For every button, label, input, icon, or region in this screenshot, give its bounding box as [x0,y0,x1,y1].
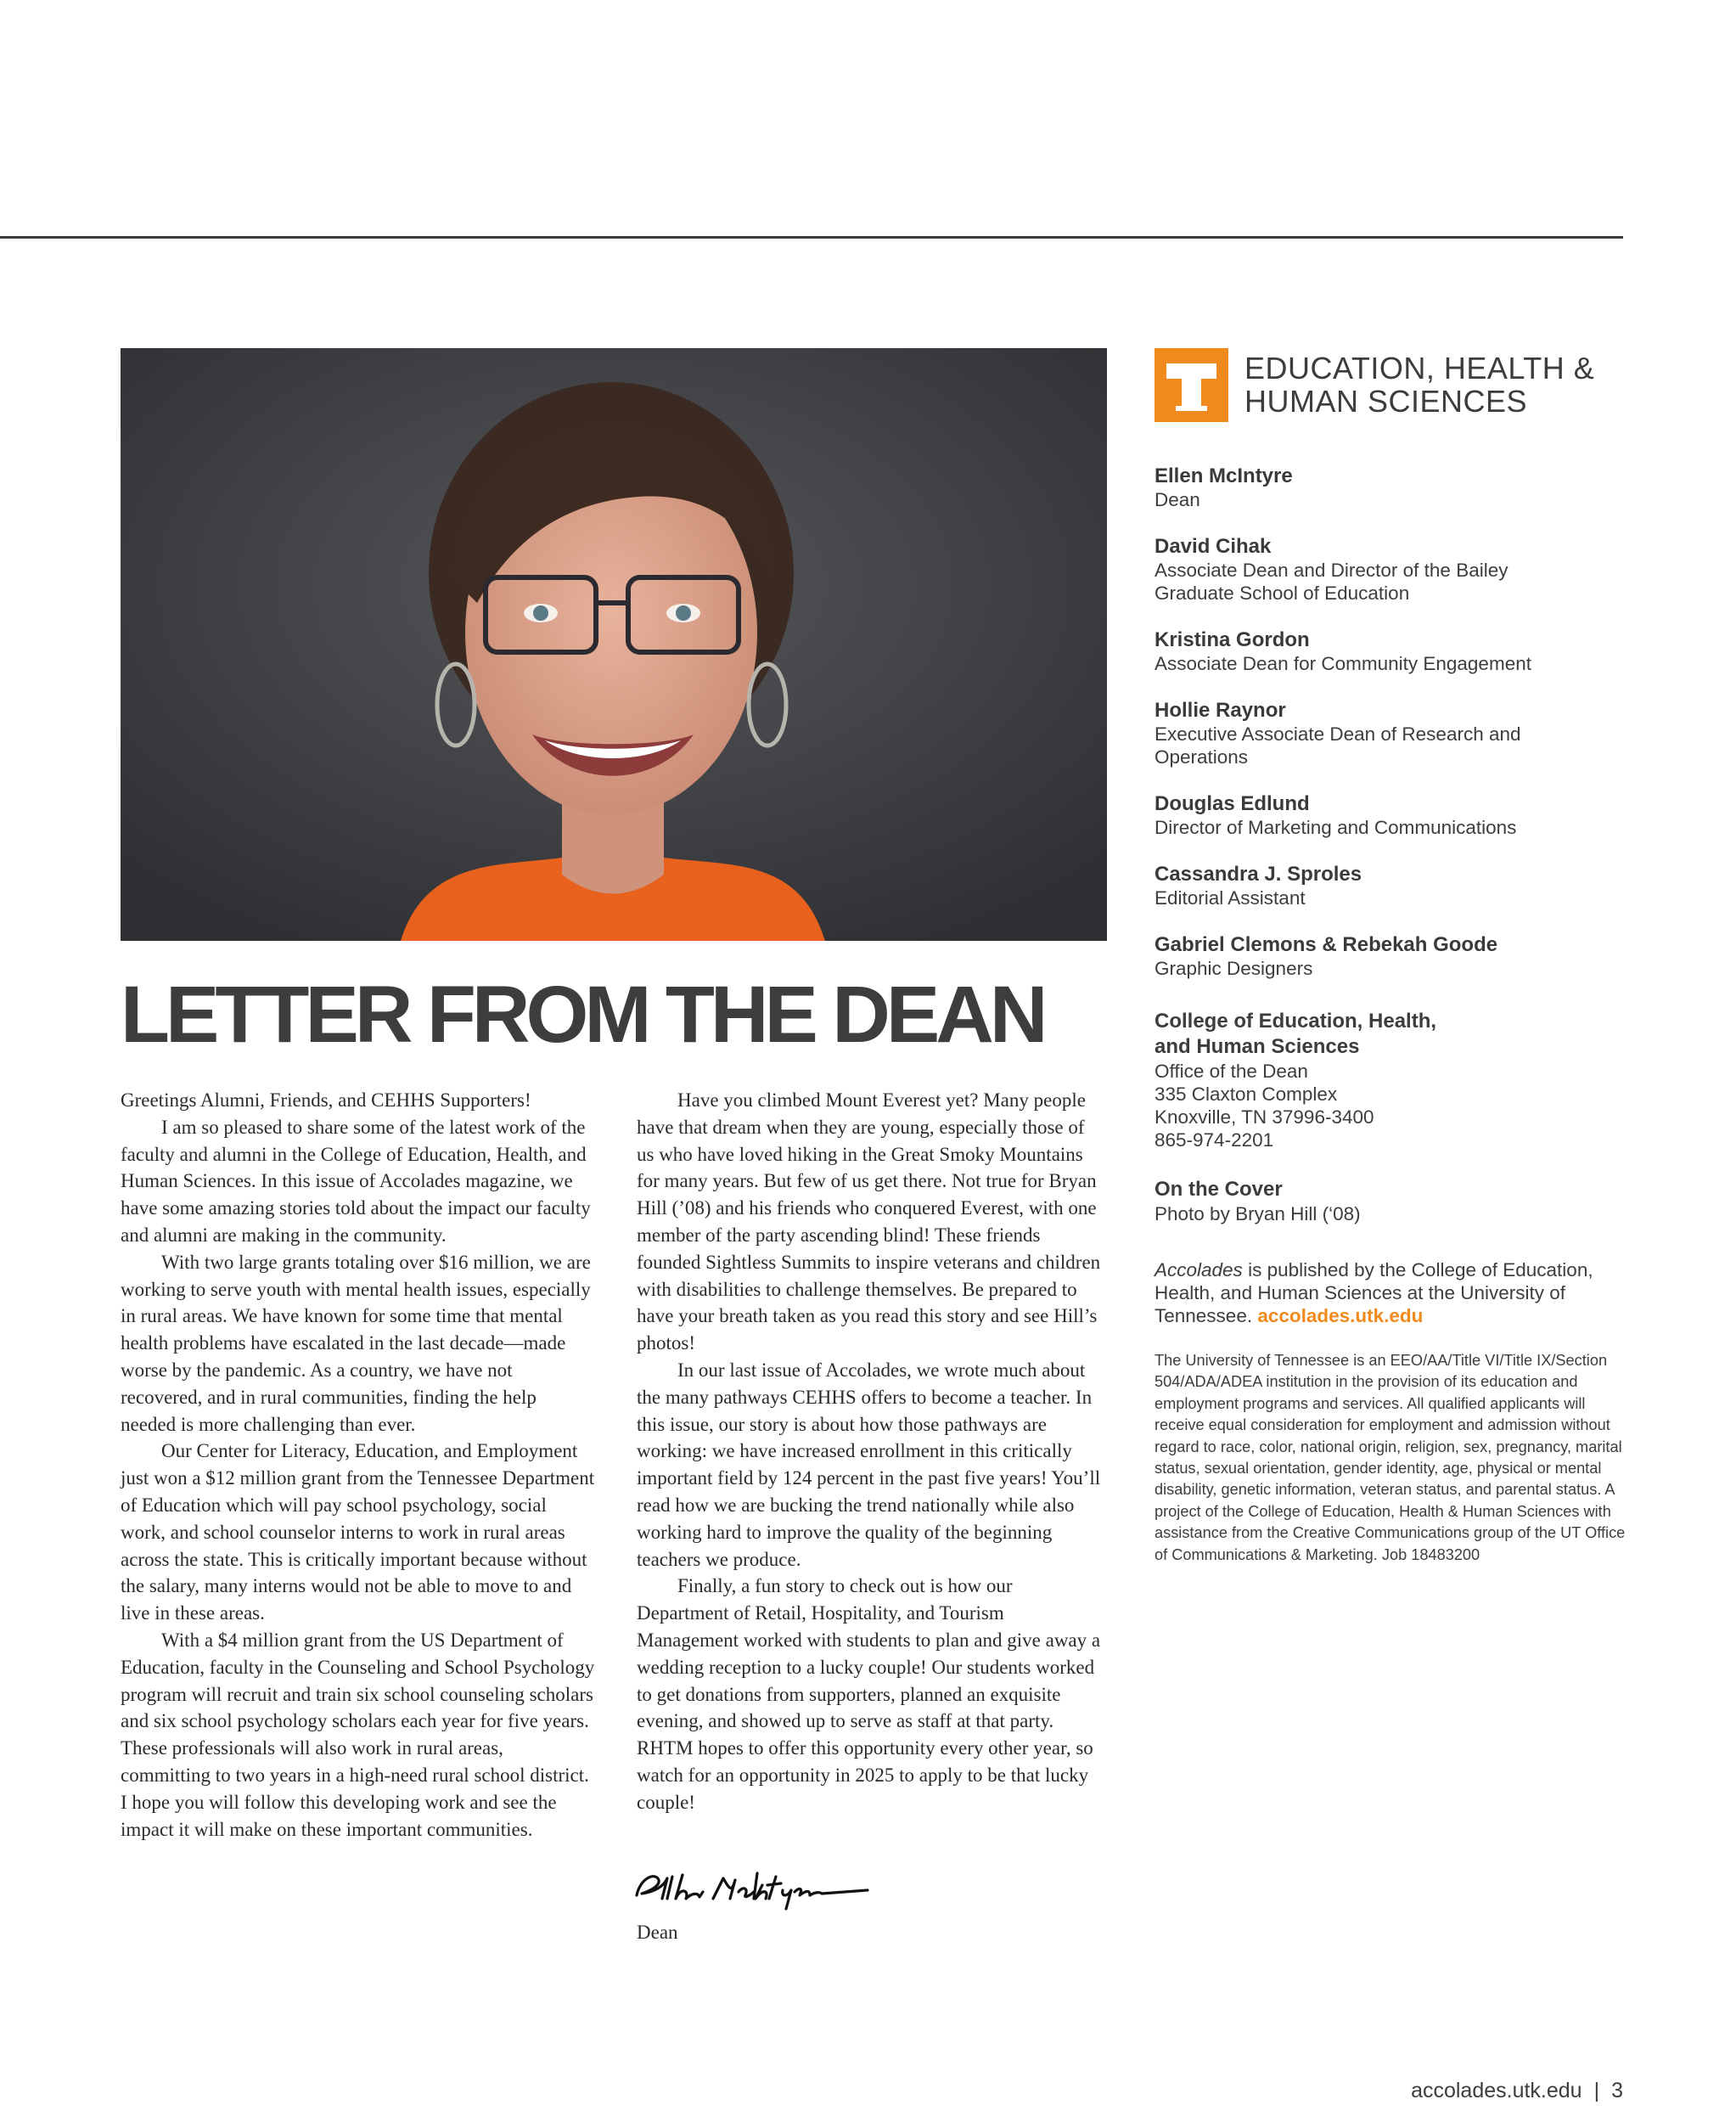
ut-power-t-logo [1155,348,1228,422]
college-address-line: Knoxville, TN 37996-3400 [1155,1106,1374,1128]
publication-statement [1155,1258,1630,1327]
signature-title: Dean [637,1922,678,1943]
staff-name: Kristina Gordon [1155,628,1310,651]
page-footer [1411,2079,1623,2103]
staff-list [1155,464,1630,1003]
staff-name: Cassandra J. Sproles [1155,863,1362,886]
cover-credit: Photo by Bryan Hill (‘08) [1155,1203,1361,1224]
cover-credit-block [1155,1177,1630,1225]
dean-portrait-photo [121,348,1107,941]
staff-entry [1155,791,1630,839]
letter-paragraph: Finally, a fun story to check out is how our Department of Retail, Hospitality, and Tourism Management worked with students to plan and give away a wedding reception to a lucky couple! Our students worked to get donations from supporters, planned an exquisite evening, and showed up to serve as staff at that party. RHTM hopes to offer this opportunity every other year, so watch for an opportunity in 2025 to apply to be that lucky couple! [637,1575,1101,1813]
portrait-illustration [121,348,1107,941]
page-number: 3 [1611,2079,1623,2102]
cover-heading: On the Cover [1155,1178,1283,1201]
department-name-line: EDUCATION, HEALTH & [1244,351,1595,386]
publication-title: Accolades [1155,1259,1243,1281]
staff-entry [1155,698,1630,768]
college-address-line: 335 Claxton Complex [1155,1084,1338,1105]
staff-role: Director of Marketing and Communications [1155,817,1517,838]
letter-paragraph: With a $4 million grant from the US Department of Education, faculty in the Counseling and School Psychology program will recruit and train six school counseling scholars and six school psychology scholars each year for five years. These professionals will also work in rural areas, committing to two years in a high-need rural school district. I hope you will follow this developing work and see the impact it will make on these important communities. [121,1629,595,1840]
staff-role: Associate Dean for Community Engagement [1155,653,1531,674]
footer-separator: | [1593,2079,1600,2102]
letter-paragraph: I am so pleased to share some of the latest work of the faculty and alumni in the College of Education, Health, and Human Sciences. In this issue of Accolades magazine, we have some amazing stories told about the impact our faculty and alumni are making in the community. [121,1116,591,1246]
staff-role: Associate Dean and Director of the Bailey Graduate School of Education [1155,560,1508,604]
publication-text: is published by the College of Education, Health, and Human Sciences at the University of Tennessee. [1155,1259,1593,1326]
letter-paragraph: In our last issue of Accolades, we wrote much about the many pathways CEHHS offers to become a teacher. In this issue, our story is about how those pathways are working: we have increased enrollment in this critically important field by 124 percent in the past five years! You’ll read how we are bucking the trend nationally while also working hard to improve the quality of the beginning teachers we produce. [637,1359,1101,1570]
letter-paragraph: Our Center for Literacy, Education, and Employment just won a $12 million grant from the Tennessee Department of Education which will pay school psychology, social work, and school counselor interns to work in rural areas across the state. This is critically important because without the salary, many interns would not be able to move to and live in these areas. [121,1440,595,1624]
staff-role: Executive Associate Dean of Research and Operations [1155,723,1521,768]
letter-greeting: Greetings Alumni, Friends, and CEHHS Supporters! [121,1089,531,1111]
letter-right-column [637,1087,1104,1816]
staff-entry [1155,534,1630,605]
department-name [1244,352,1594,418]
legal-notice: The University of Tennessee is an EEO/AA/Title VI/Title IX/Section 504/ADA/ADEA institution in the provision of its education and employment programs and services. All qualified applicants will receive equal consideration for employment and admission without regard to race, color, national origin, religion, sex, pregnancy, marital status, sexual orientation, gender identity, age, physical or mental disability, genetic information, veteran status, and parental status. A project of the College of Education, Health & Human Sciences with assistance from the Creative Communications group of the UT Office of Communications & Marketing. Job 18483200 [1155,1352,1626,1563]
staff-role: Graphic Designers [1155,958,1313,979]
top-rule [0,236,1623,239]
college-office: Office of the Dean [1155,1061,1308,1082]
college-heading: College of Education, Health, [1155,1010,1437,1033]
signature [630,1861,876,1912]
staff-name: David Cihak [1155,535,1272,558]
staff-role: Editorial Assistant [1155,887,1306,909]
staff-entry [1155,932,1630,980]
staff-name: Ellen McIntyre [1155,464,1293,487]
staff-entry [1155,464,1630,511]
staff-name: Hollie Raynor [1155,699,1286,722]
letter-paragraph: With two large grants totaling over $16 million, we are working to serve youth with mental health issues, especially in rural areas. We have known for some time that mental health problems have escalated in the last decade—made worse by the pandemic. As a country, we have not recovered, and in rural communities, finding the help needed is more challenging than ever. [121,1251,591,1435]
letter-left-column [121,1087,596,1843]
department-name-line: HUMAN SCIENCES [1244,384,1528,419]
letter-paragraph: Have you climbed Mount Everest yet? Many people have that dream when they are young, especially those of us who have loved hiking in the Great Smoky Mountains for many years. But few of us get there. Not true for Bryan Hill (’08) and his friends who conquered Everest, with one member of the party ascending blind! These friends founded Sightless Summits to inspire veterans and children with disabilities to challenge themselves. Be prepared to have your breath taken as you read this story and see Hill’s photos! [637,1089,1101,1354]
power-t-icon [1155,348,1228,422]
page-title: LETTER FROM THE DEAN [121,970,1044,1060]
staff-name: Douglas Edlund [1155,792,1310,815]
website-link[interactable]: accolades.utk.edu [1257,1305,1424,1326]
college-address-block [1155,1009,1630,1151]
staff-name: Gabriel Clemons & Rebekah Goode [1155,933,1498,956]
footer-site: accolades.utk.edu [1411,2079,1582,2102]
college-heading: and Human Sciences [1155,1035,1360,1058]
staff-entry [1155,628,1630,675]
staff-entry [1155,862,1630,909]
staff-role: Dean [1155,489,1200,510]
college-phone: 865-974-2201 [1155,1129,1274,1151]
